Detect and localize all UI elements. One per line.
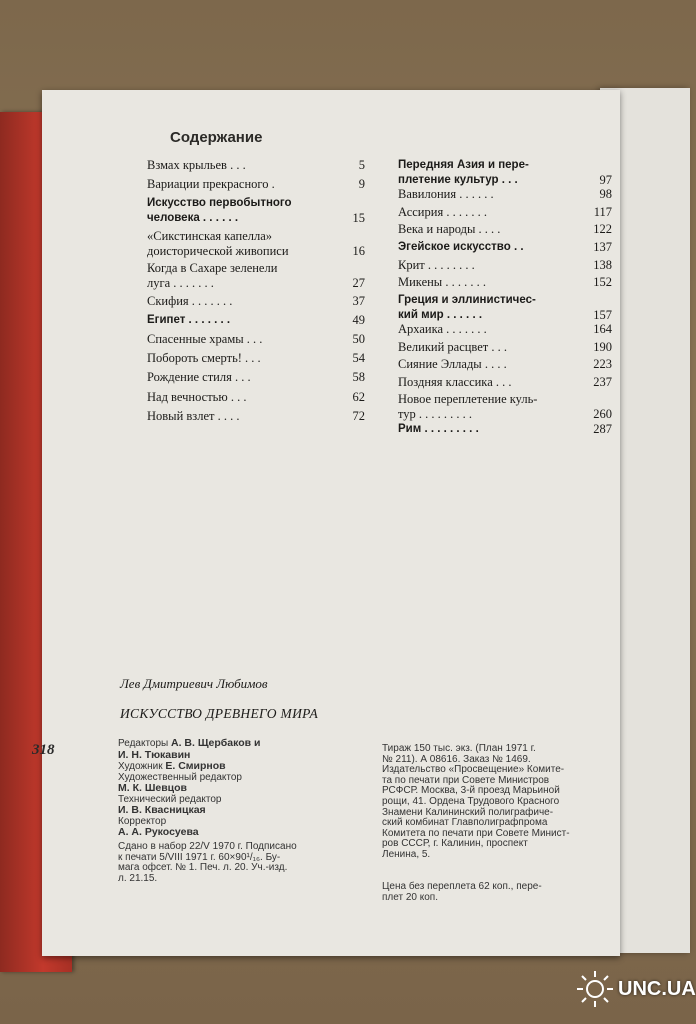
- credit-name: Е. Смирнов: [165, 760, 226, 772]
- price-info: [382, 881, 612, 903]
- text-line: мага офсет. № 1. Печ. л. 20. Уч.-изд.: [118, 862, 288, 873]
- toc-entry-page: 122: [593, 222, 612, 237]
- toc-entry: [398, 204, 612, 220]
- toc-entry-title: Передняя Азия и пере-: [398, 159, 529, 171]
- toc-entry-title: Взмах крыльев . . .: [147, 158, 246, 172]
- toc-entry-title: Ассирия . . . . . . .: [398, 204, 487, 219]
- toc-entry-title: Архаика . . . . . . .: [398, 322, 487, 336]
- toc-entry-page: 138: [593, 257, 612, 272]
- toc-entry-page: 152: [593, 275, 612, 290]
- text-line: к печати 5/VIII 1971 г. 60×90¹/₁₆. Бу-: [118, 851, 281, 863]
- sun-logo-icon: [576, 970, 614, 1008]
- toc-entry: [398, 322, 612, 337]
- toc-entry-page: 15: [352, 211, 365, 226]
- book-title: ИСКУССТВО ДРЕВНЕГО МИРА: [120, 706, 319, 721]
- toc-entry: [147, 158, 365, 173]
- toc-entry-page: 164: [593, 322, 612, 336]
- text-line: та по печати при Совете Министров: [382, 774, 550, 786]
- toc-entry-page: 54: [352, 351, 365, 366]
- toc-entry-title: Сияние Эллады . . . .: [398, 357, 507, 372]
- toc-entry-title: Поздняя классика . . .: [398, 374, 512, 389]
- toc-entry-title: человека . . . . . .: [147, 212, 239, 225]
- toc-entry-page: 50: [352, 332, 365, 346]
- toc-entry-page: 97: [599, 173, 612, 187]
- credits-block: [118, 738, 261, 839]
- toc-entry-page: 157: [593, 307, 612, 322]
- text-line: Ленина, 5.: [382, 848, 431, 860]
- print-info: [118, 842, 358, 884]
- toc-entry-title: Рождение стиля . . .: [147, 370, 251, 385]
- toc-entry-title: «Сикстинская капелла»: [147, 228, 273, 243]
- credit-role: Корректор: [118, 815, 167, 827]
- toc-entry-title: Над вечностью . . .: [147, 389, 247, 404]
- toc-entry-title: Новый взлет . . . .: [147, 408, 240, 423]
- toc-entry-page: 27: [352, 276, 365, 291]
- credit-role: Технический редактор: [118, 793, 222, 805]
- credit-role: Редакторы: [118, 738, 172, 749]
- toc-entry-title: Вавилония . . . . . .: [398, 187, 494, 202]
- text-line: Знамени Калининский полиграфиче-: [382, 806, 554, 818]
- toc-entry: [147, 228, 365, 259]
- credit-line: [118, 827, 261, 839]
- toc-entry: [398, 421, 612, 437]
- toc-entry-page: 16: [352, 243, 365, 258]
- toc-entry-page: 260: [593, 407, 612, 422]
- text-line: № 211). А 08616. Заказ № 1469.: [382, 753, 531, 765]
- toc-entry-title: Века и народы . . . .: [398, 222, 501, 237]
- credit-name: А. В. Щербаков и: [171, 737, 261, 749]
- toc-entry: [398, 158, 612, 188]
- toc-entry-title: тур . . . . . . . . .: [398, 407, 473, 422]
- toc-entry-page: 9: [358, 177, 365, 192]
- toc-entry-title: Крит . . . . . . . .: [398, 257, 475, 272]
- toc-entry-title: Микены . . . . . . .: [398, 275, 486, 290]
- text-line: ский комбинат Главполиграфпрома: [382, 817, 548, 829]
- toc-entry-page: 190: [593, 339, 612, 354]
- toc-entry: [147, 351, 365, 366]
- toc-entry-page: 58: [352, 370, 365, 385]
- toc-entry-title: луга . . . . . . .: [147, 276, 214, 291]
- toc-entry-title: Искусство первобытного: [147, 197, 292, 210]
- toc-entry: [147, 332, 365, 347]
- toc-entry-page: 223: [593, 357, 612, 372]
- watermark: [576, 970, 696, 1008]
- watermark-text: UNC.UA: [618, 977, 696, 1000]
- toc-entry-title: Скифия . . . . . . .: [147, 293, 233, 308]
- toc-entry-page: 137: [593, 240, 612, 254]
- text-line: плет 20 коп.: [382, 892, 438, 903]
- toc-entry-page: 62: [352, 389, 365, 404]
- toc-entry: [398, 257, 612, 273]
- toc-entry: [398, 275, 612, 290]
- toc-entry: [398, 222, 612, 237]
- toc-entry: [398, 374, 612, 390]
- toc-entry-page: 117: [593, 204, 612, 219]
- toc-entry-title: Побороть смерть! . . .: [147, 351, 261, 366]
- toc-entry-title: Вариации прекрасного .: [147, 177, 275, 192]
- toc-entry-title: Греция и эллинистичес-: [398, 293, 536, 306]
- toc-entry-title: кий мир . . . . . .: [398, 308, 483, 321]
- publisher-info: [382, 744, 612, 861]
- toc-entry-page: 237: [593, 374, 612, 389]
- toc-entry-title: Египет . . . . . . .: [147, 313, 231, 326]
- credit-name: А. А. Рукосуева: [118, 826, 199, 838]
- toc-entry: [147, 261, 365, 291]
- text-line: Тираж 150 тыс. экз. (План 1971 г.: [382, 743, 536, 754]
- toc-entry-page: 72: [352, 408, 365, 423]
- toc-entry-page: 98: [599, 187, 612, 202]
- toc-entry-page: 49: [352, 312, 365, 327]
- toc-entry-title: Спасенные храмы . . .: [147, 332, 263, 346]
- toc-entry: [398, 392, 612, 422]
- toc-entry: [147, 389, 365, 405]
- toc-entry-title: доисторической живописи: [147, 243, 289, 258]
- toc-entry-title: Когда в Сахаре зеленели: [147, 261, 278, 276]
- toc-entry: [398, 339, 612, 355]
- credit-role: Художник: [118, 761, 166, 772]
- toc-entry: [147, 370, 365, 385]
- text-line: л. 21.15.: [118, 872, 158, 884]
- toc-entry-title: Новое переплетение куль-: [398, 392, 538, 407]
- text-line: Издательство «Просвещение» Комите-: [382, 764, 565, 776]
- toc-entry: [147, 312, 365, 328]
- toc-entry-title: Эгейское искусство . .: [398, 241, 524, 253]
- author-name: Лев Дмитриевич Любимов: [120, 676, 268, 691]
- toc-entry: [398, 357, 612, 372]
- toc-entry: [147, 196, 365, 226]
- toc-entry-page: 5: [358, 158, 365, 172]
- text-line: Сдано в набор 22/V 1970 г. Подписано: [118, 841, 297, 852]
- toc-entry: [147, 408, 365, 424]
- toc-entry-page: 37: [352, 293, 365, 308]
- credit-name: И. В. Квасницкая: [118, 804, 206, 816]
- page-title: Содержание: [170, 129, 263, 146]
- credit-name: И. Н. Тюкавин: [118, 748, 191, 761]
- toc-entry: [398, 293, 612, 323]
- text-line: РСФСР. Москва, 3-й проезд Марьиной: [382, 785, 560, 797]
- credit-name: М. К. Шевцов: [118, 782, 187, 794]
- toc-entry: [147, 177, 365, 192]
- page-number: 318: [32, 742, 55, 758]
- toc-entry: [398, 240, 612, 255]
- toc-entry-title: Великий расцвет . . .: [398, 339, 508, 354]
- credit-role: Художественный редактор: [118, 771, 242, 783]
- text-line: Цена без переплета 62 коп., пере-: [382, 881, 542, 892]
- toc-entry: [147, 293, 365, 309]
- text-line: ров СССР, г. Калинин, проспект: [382, 838, 528, 850]
- toc-entry: [398, 187, 612, 202]
- toc-entry-title: плетение культур . . .: [398, 174, 518, 186]
- text-line: рощи, 41. Ордена Трудового Красного: [382, 795, 560, 807]
- toc-entry-page: 287: [593, 421, 612, 436]
- text-line: Комитета по печати при Совете Минист-: [382, 827, 570, 839]
- toc-entry-title: Рим . . . . . . . . .: [398, 422, 479, 435]
